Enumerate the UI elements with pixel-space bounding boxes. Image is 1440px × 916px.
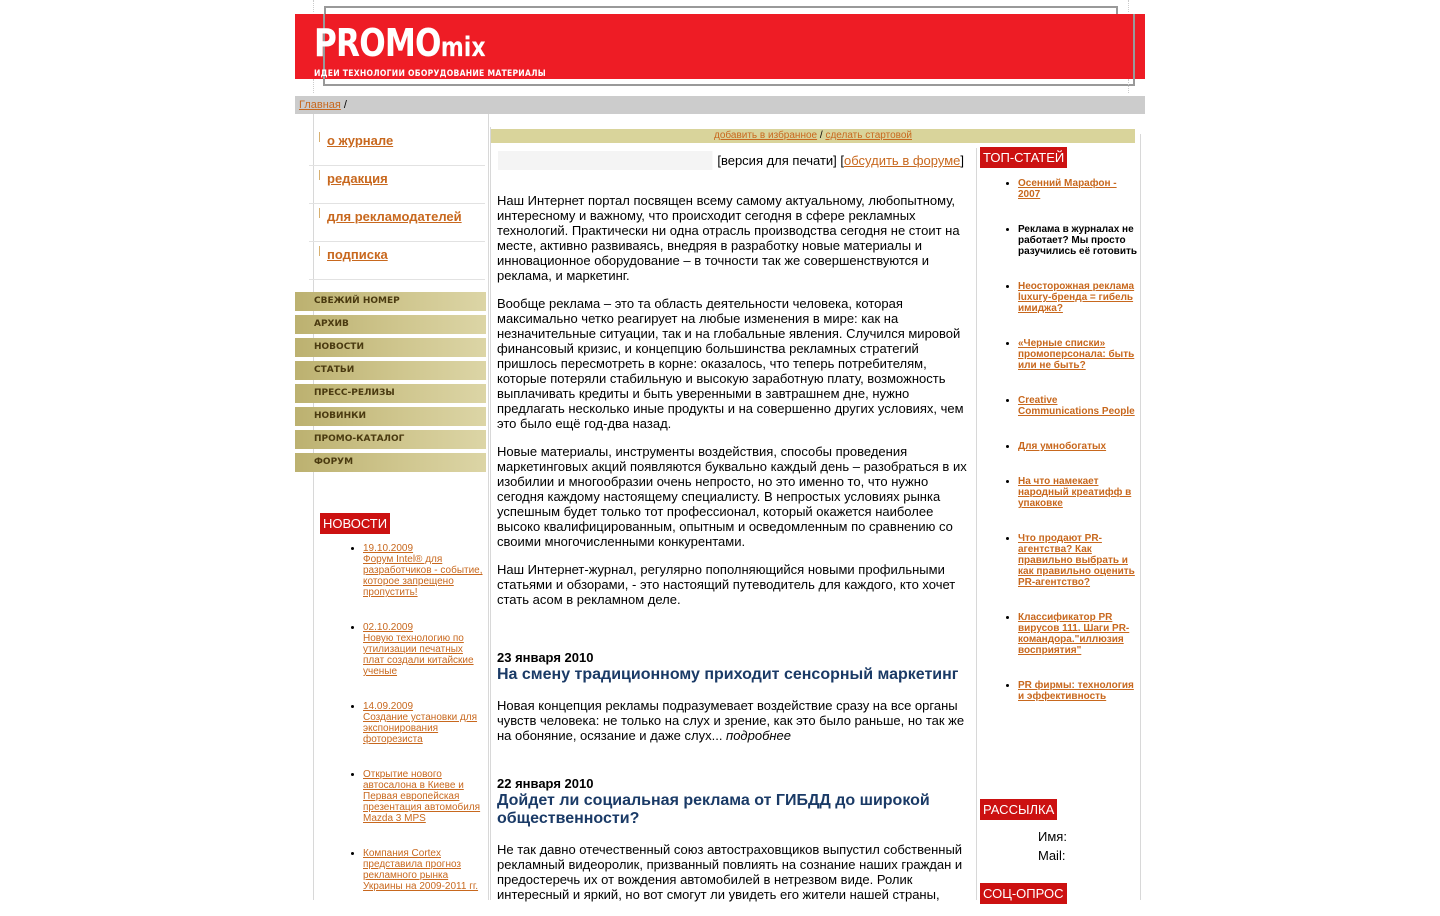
- article-summary: Новая концепция рекламы подразумевает воздействие сразу на все органы чувств человека: не только на слух и зрение, как это было раньше, но так же на обоняние, осязание и даже слух...: [497, 698, 965, 743]
- newsletter-mail-row: [980, 848, 1140, 867]
- top-article-link[interactable]: Классификатор PR вирусов 111. Шаги PR-командора."иллюзия восприятия": [1018, 612, 1130, 656]
- logo-tagline: ИДЕИ ТЕХНОЛОГИИ ОБОРУДОВАНИЕ МАТЕРИАЛЫ: [314, 69, 546, 79]
- nav-articles[interactable]: СТАТЬИ: [295, 361, 486, 380]
- section-nav: [295, 292, 486, 476]
- poll-block: [980, 883, 1067, 904]
- right-column: [976, 144, 1145, 900]
- top-article-link[interactable]: Неосторожная реклама luxury-бренда = гибель имиджа?: [1018, 281, 1135, 314]
- menu-link-about[interactable]: о журнале: [327, 133, 394, 148]
- intro-paragraph: Наш Интернет портал посвящен всему самому актуальному, любопытному, интересному и важному, что происходит сегодня в сфере рекламных технологий. Практически ни одна отрасль производства сегодня не стоит на месте, активно развиваясь, внедряя в разработку новые материалы и инновационное оборудование – в точности так же совершенствуются и реклама, и маркетинг.: [497, 193, 960, 283]
- article-title[interactable]: Дойдет ли социальная реклама от ГИБДД до широкой общественности?: [497, 792, 930, 827]
- list-item: [1018, 476, 1140, 509]
- nav-news[interactable]: НОВОСТИ: [295, 338, 486, 357]
- newsletter-block: [980, 799, 1140, 867]
- print-bar: [версия для печати] [обсудить в форуме]: [498, 151, 964, 170]
- top-articles-heading: ТОП-СТАТЕЙ: [980, 147, 1067, 168]
- poll-heading: СОЦ-ОПРОС: [980, 883, 1067, 904]
- list-item: [363, 848, 485, 892]
- page: [295, 0, 1145, 900]
- top-article-link[interactable]: Что продают PR-агентства? Как правильно выбрать и как правильно оценить PR-агентство?: [1018, 533, 1135, 588]
- news-link[interactable]: 19.10.2009 Форум Intel® для разработчиков - событие, которое запрещено пропустить!: [363, 543, 483, 598]
- left-column: [295, 114, 490, 900]
- article-date: 22 января 2010: [497, 776, 594, 791]
- add-to-favorites-link[interactable]: добавить в избранное: [714, 130, 818, 141]
- menu-link-subscription[interactable]: подписка: [327, 247, 388, 262]
- list-item: [1018, 281, 1140, 314]
- top-article-link[interactable]: Creative Communications People: [1018, 395, 1135, 417]
- article-date: 23 января 2010: [497, 650, 594, 665]
- content-text: [497, 193, 969, 902]
- menu-item-about: [309, 128, 485, 166]
- list-item: [1018, 441, 1140, 452]
- menu-item-editorial: [309, 166, 485, 204]
- top-article-link[interactable]: PR фирмы: технология и эффективность: [1018, 680, 1134, 702]
- news-link[interactable]: Компания Cortex представила прогноз рекламного рынка Украины на 2009-2011 гг.: [363, 848, 479, 892]
- menu-link-editorial[interactable]: редакция: [327, 171, 388, 186]
- breadcrumb-home-link[interactable]: Главная: [299, 99, 341, 111]
- menu-item-advertisers: [309, 204, 485, 242]
- top-articles-block: [980, 147, 1140, 726]
- list-item: [1018, 338, 1140, 371]
- list-item: [1018, 178, 1140, 200]
- top-article-link[interactable]: Осенний Марафон - 2007: [1018, 178, 1117, 200]
- nav-new-products[interactable]: НОВИНКИ: [295, 407, 486, 426]
- nav-press-releases[interactable]: ПРЕСС-РЕЛИЗЫ: [295, 384, 486, 403]
- newsletter-name-row: [980, 829, 1140, 848]
- nav-archive[interactable]: АРХИВ: [295, 315, 486, 334]
- article-item: [497, 776, 969, 902]
- list-item: [363, 701, 485, 745]
- breadcrumb: Главная /: [295, 96, 1145, 114]
- nav-latest-issue[interactable]: СВЕЖИЙ НОМЕР: [295, 292, 486, 311]
- mail-label: Mail:: [1038, 848, 1066, 863]
- intro-paragraph: Вообще реклама – это та область деятельности человека, которая максимально четко реагирует на любые изменения в мире: как на незначительные ситуации, так и на глобальные явления. Случился мировой финансовый кризис, и концепцию большинства рекламных стратегий пришлось пересмотреть в корне: оказалось, что теперь потребителям, которые потеряли стабильную и высокую заработную плату, возможность выплачивать кредиты и быть уверенными в завтрашнем дне, нужно предлагать несколько иные продукты и на совершенно других условиях, чем это было ещё год-два назад.: [497, 296, 964, 431]
- top-article-link[interactable]: Для умнобогатых: [1018, 441, 1107, 452]
- list-item: [1018, 612, 1140, 656]
- print-version-label[interactable]: [версия для печати] [: [717, 153, 845, 168]
- menu-item-subscription: [309, 242, 485, 280]
- name-label: Имя:: [1038, 829, 1067, 844]
- list-item: [363, 769, 485, 824]
- top-article-current: Реклама в журналах не работает? Мы просто разучились её готовить: [1018, 224, 1138, 257]
- list-item: [1018, 224, 1140, 257]
- make-homepage-link[interactable]: сделать стартовой: [825, 130, 912, 141]
- about-menu: [309, 128, 485, 280]
- list-item: [1018, 533, 1140, 588]
- news-link[interactable]: 02.10.2009 Новую технологию по утилизации печатных плат создали китайские ученые: [363, 622, 474, 677]
- list-item: [363, 622, 485, 677]
- article-summary: Не так давно отечественный союз автостраховщиков выпустил собственный рекламный видеоролик, призванный повлиять на сознание наших граждан и предостеречь их от вождения автомобилей в нетрезвом виде. Ролик интересный и яркий, но вот смогут ли увидеть его жители нашей страны,: [497, 842, 963, 902]
- top-articles-list: [980, 178, 1140, 702]
- news-link[interactable]: Открытие нового автосалона в Киеве и Первая европейская презентация автомобиля Mazda 3 MPS: [363, 769, 481, 824]
- discuss-forum-link[interactable]: обсудить в форуме: [844, 153, 961, 168]
- list-item: [1018, 680, 1140, 702]
- menu-link-advertisers[interactable]: для рекламодателей: [327, 209, 462, 224]
- article-title[interactable]: На смену традиционному приходит сенсорный маркетинг: [497, 666, 959, 683]
- article-item: [497, 650, 969, 743]
- nav-promo-catalog[interactable]: ПРОМО-КАТАЛОГ: [295, 430, 486, 449]
- header-banner: [295, 14, 1145, 79]
- newsletter-heading: РАССЫЛКА: [980, 799, 1057, 820]
- news-list: [320, 543, 485, 892]
- list-item: [1018, 395, 1140, 417]
- nav-forum[interactable]: ФОРУМ: [295, 453, 486, 472]
- top-article-link[interactable]: «Черные списки» промоперсонала: быть или не быть?: [1018, 338, 1135, 371]
- intro-paragraph: Наш Интернет-журнал, регулярно пополняющийся новыми профильными статьями и обзорами, - это настоящий путеводитель для каждого, кто хочет стать асом в рекламном деле.: [497, 562, 956, 607]
- intro-paragraph: Новые материалы, инструменты воздействия, способы проведения маркетинговых акций появляются буквально каждый день – разобраться в их изобилии и многообразии очень непросто, но это именно то, что нужно сегодня каждому настоящему специалисту. В непростых условиях рынка успешным будет только тот профессионал, который окажется наиболее высоко квалифицированным, опытным и осведомленным по сравнению со своими многочисленными конкурентами.: [497, 444, 967, 549]
- header-top-frame: [313, 0, 1129, 12]
- list-item: [363, 543, 485, 598]
- read-more-link[interactable]: подробнее: [722, 728, 792, 743]
- news-link[interactable]: 14.09.2009 Создание установки для экспонирования фоторезиста: [363, 701, 478, 745]
- news-heading: НОВОСТИ: [320, 513, 390, 534]
- news-block: [320, 513, 485, 916]
- favorites-bar: добавить в избранное / сделать стартовой: [491, 129, 1135, 143]
- top-article-link[interactable]: На что намекает народный креатифф в упаковке: [1018, 476, 1132, 509]
- promomix-logo[interactable]: PROMOmix ИДЕИ ТЕХНОЛОГИИ ОБОРУДОВАНИЕ МАТЕРИАЛЫ: [314, 21, 546, 79]
- main-content: [490, 114, 976, 900]
